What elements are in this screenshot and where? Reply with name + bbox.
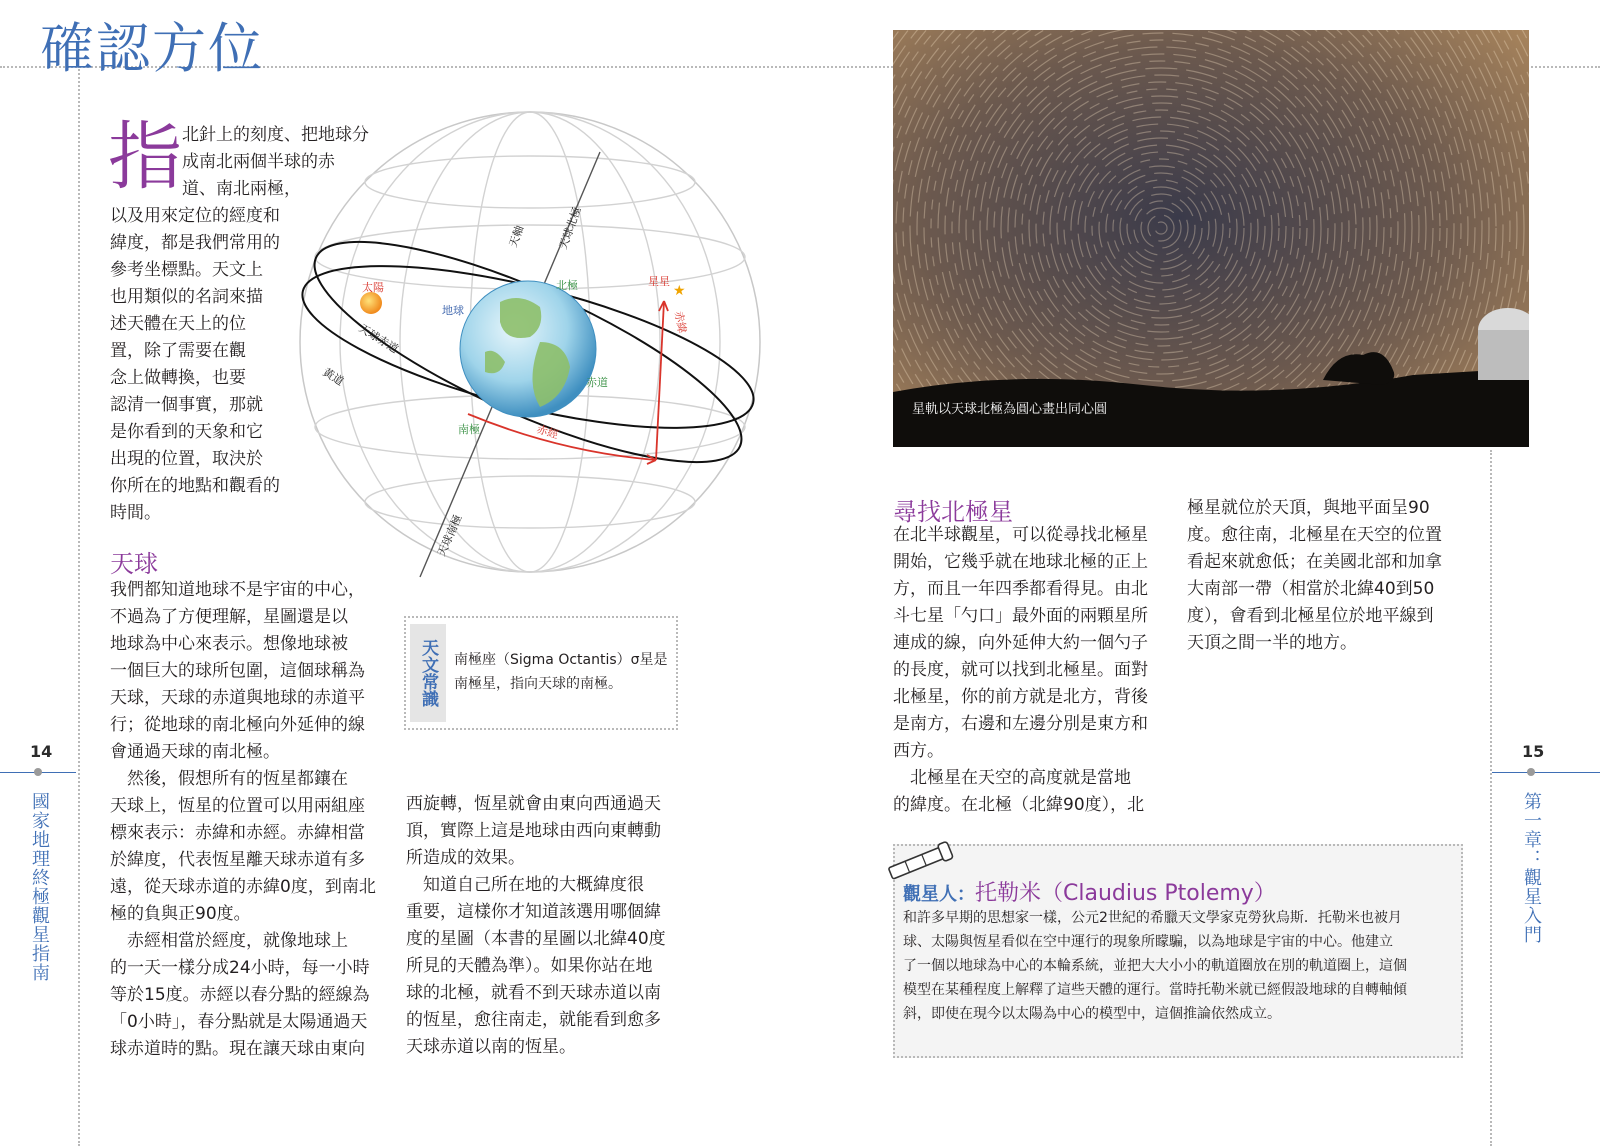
- astronomy-tip-box: [404, 616, 678, 730]
- tip-tag: 天文常識: [410, 624, 446, 722]
- label-north-pole: 北極: [556, 279, 578, 292]
- left-column-1: 我們都知道地球不是宇宙的中心， 不過為了方便理解，星圖還是以 地球為中心來表示。想像地球被 一個巨大的球所包圍，這個球稱為 天球，天球的赤道與地球的赤道平 行；從地球的南北極向外延伸的線 會通過天球的南北極。 然後，假想所有的恆星都鑲在 天球上，恆星的位置可以用兩組座 標來表示：赤緯和赤經。赤緯相當 於緯度，代表恆星離天球赤道有多 遠，從天球赤道的赤緯0度，到南北 極的負與正90度。 赤經相當於經度，就像地球上 的一天一樣分成24小時，每一小時 等於15度。赤經以春分點的經線為 「0小時」，春分點就是太陽通過天 球赤道時的點。現在讓天球由東向: [110, 580, 376, 1059]
- intro-body: 以及用來定位的經度和 緯度，都是我們常用的 參考坐標點。天文上 也用類似的名詞來描 述天體在天上的位 置，除了需要在觀 念上做轉換，也要 認清一個事實，那就 是你看到的天象和它 出現的位置，取決於 你所在的地點和觀看的 時間。: [110, 206, 280, 523]
- label-equator: 赤道: [586, 376, 608, 389]
- sun-icon: [360, 292, 382, 314]
- label-ecliptic: 黃道: [320, 365, 346, 389]
- stargazer-heading: [903, 876, 1276, 907]
- side-label-left: 國家地理終極觀星指南: [29, 792, 50, 982]
- right-column-2: 極星就位於天頂，與地平面呈90 度。愈往南，北極星在天空的位置 看起來就愈低；在美國北部和加拿 大南部一帶（相當於北緯40到50 度），會看到北極星位於地平線到 天頂之間一半的地方。: [1187, 498, 1442, 653]
- photo-caption: 星軌以天球北極為圓心畫出同心圓: [912, 402, 1108, 417]
- page-title: 確認方位: [40, 17, 264, 80]
- label-south-pole: 南極: [458, 423, 480, 436]
- section-heading-find-polaris: 尋找北極星: [893, 498, 1013, 526]
- label-right-ascension: 赤經: [535, 422, 561, 442]
- page-number-left: 14: [30, 742, 53, 761]
- right-side-dot: [1527, 768, 1535, 776]
- right-column-1: 在北半球觀星，可以從尋找北極星 開始，它幾乎就在地球北極的正上 方，而且一年四季都看得見。由北 斗七星「勺口」最外面的兩顆星所 連成的線，向外延伸大約一個勺子 的長度，就可以找到北極星。面對 北極星，你的前方就是北方，背後 是南方，右邊和左邊分別是東方和 西方。 北極星在天空的高度就是當地 的緯度。在北極（北緯90度），北: [893, 525, 1148, 815]
- stargazer-label: 觀星人：: [903, 884, 975, 905]
- drop-cap: 指: [108, 114, 182, 200]
- left-margin-guide: [78, 66, 80, 1146]
- stargazer-body: 和許多早期的思想家一樣，公元2世紀的希臘天文學家克勞狄烏斯．托勒米也被月 球、太陽與恆星看似在空中運行的現象所矇騙，以為地球是宇宙的中心。他建立 了一個以地球為中心的本輪系統，並把大大小小的軌道圈放在別的軌道圈上，這個 模型在某種程度上解釋了這些天體的運行。當時托勒米就已經假設地球的自轉軸傾 斜，即使在現今以太陽為中心的模型中，這個推論依然成立。: [903, 910, 1407, 1022]
- label-north-celestial-pole: 天球北極: [556, 205, 584, 252]
- section-heading-celestial-sphere: 天球: [110, 550, 158, 578]
- page-number-right: 15: [1522, 742, 1545, 761]
- star-trails-photo: [893, 30, 1529, 447]
- stargazer-title: 托勒米（Claudius Ptolemy）: [975, 881, 1276, 906]
- label-star: 星星: [648, 275, 670, 288]
- intro-top: 北針上的刻度、把地球分 成南北兩個半球的赤 道、南北兩極，: [182, 125, 369, 199]
- celestial-sphere-diagram: [290, 92, 770, 592]
- label-earth: 地球: [442, 304, 464, 317]
- label-celestial-equator: 天球赤道: [356, 321, 401, 356]
- label-declination: 赤緯: [672, 310, 689, 335]
- side-label-right: 第一章：觀星入門: [1521, 792, 1542, 944]
- label-sun: 太陽: [362, 281, 384, 294]
- tip-text: 南極座（Sigma Octantis）σ星是南極星，指向天球的南極。: [454, 652, 668, 692]
- right-margin-guide: [1490, 450, 1492, 1146]
- label-celestial-axis: 天軸: [506, 223, 527, 250]
- label-south-celestial-pole: 天球南極: [434, 512, 465, 559]
- left-column-2: 西旋轉，恆星就會由東向西通過天 頂，實際上這是地球由西向東轉動 所造成的效果。 知道自己所在地的大概緯度很 重要，這樣你才知道該選用哪個緯 度的星圖（本書的星圖以北緯40度 所見的天體為準）。如果你站在地 球的北極，就看不到天球赤道以南 的恆星，愈往南走，就能看到愈多 天球赤道以南的恆星。: [406, 794, 666, 1057]
- left-side-dot: [34, 768, 42, 776]
- star-icon: ★: [673, 283, 686, 299]
- right-side-rule: [1492, 772, 1600, 773]
